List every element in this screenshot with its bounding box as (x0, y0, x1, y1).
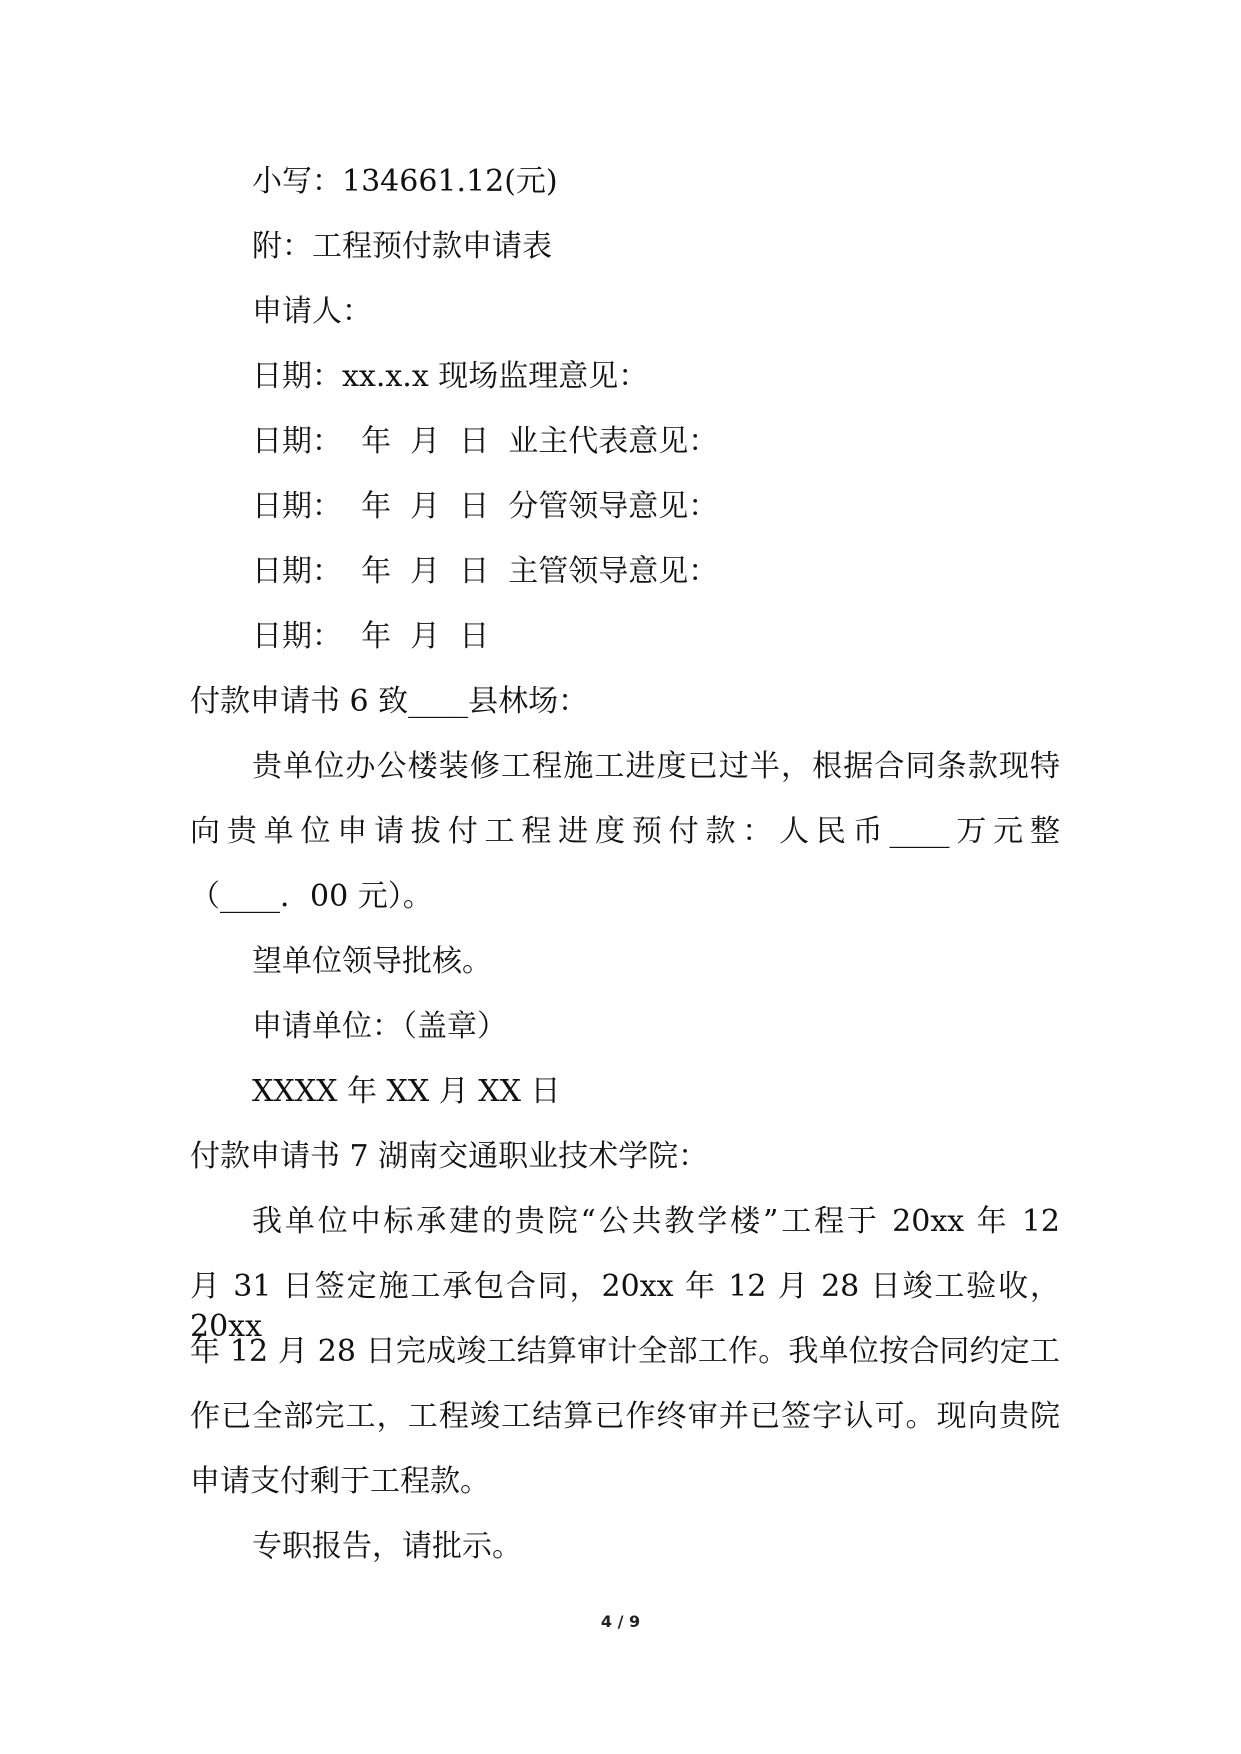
paragraph-line: 贵单位办公楼装修工程施工进度已过半，根据合同条款现特 (252, 749, 1060, 784)
paragraph-line: 我单位中标承建的贵院“公共教学楼”工程于 20xx 年 12 (252, 1204, 1060, 1239)
paragraph-line: 月 31 日签定施工承包合同，20xx 年 12 月 28 日竣工验收，20xx (190, 1269, 1060, 1344)
paragraph-line: 申请支付剩于工程款。 (190, 1464, 490, 1499)
date-chief-leader-line: 日期： 年 月 日 主管领导意见： (252, 554, 719, 589)
section-heading-6: 付款申请书 6 致____县林场： (190, 684, 589, 719)
date-supervisor-line: 日期：xx.x.x 现场监理意见： (252, 359, 649, 394)
date-line: 日期： 年 月 日 (252, 619, 490, 654)
applicant-unit-line: 申请单位：（盖章） (252, 1009, 507, 1044)
attachment-line: 附：工程预付款申请表 (252, 229, 552, 264)
date-division-leader-line: 日期： 年 月 日 分管领导意见： (252, 489, 719, 524)
paragraph-line: 年 12 月 28 日完成竣工结算审计全部工作。我单位按合同约定工 (190, 1334, 1060, 1369)
paragraph-line: 作已全部完工，工程竣工结算已作终审并已签字认可。现向贵院 (190, 1399, 1060, 1434)
section-heading-7: 付款申请书 7 湖南交通职业技术学院： (190, 1139, 709, 1174)
date-owner-line: 日期： 年 月 日 业主代表意见： (252, 424, 719, 459)
amount-lowercase-line: 小写：134661.12(元) (252, 164, 558, 199)
applicant-line: 申请人： (252, 294, 372, 329)
page-number: 4 / 9 (600, 1612, 641, 1631)
paragraph-line: 向贵单位申请拔付工程进度预付款：人民币____万元整 (190, 814, 1060, 849)
approval-request-line: 望单位领导批核。 (252, 944, 492, 979)
date-placeholder-line: XXXX 年 XX 月 XX 日 (252, 1074, 561, 1109)
closing-line: 专职报告，请批示。 (252, 1529, 522, 1564)
paragraph-line: （____．00 元）。 (190, 879, 433, 914)
